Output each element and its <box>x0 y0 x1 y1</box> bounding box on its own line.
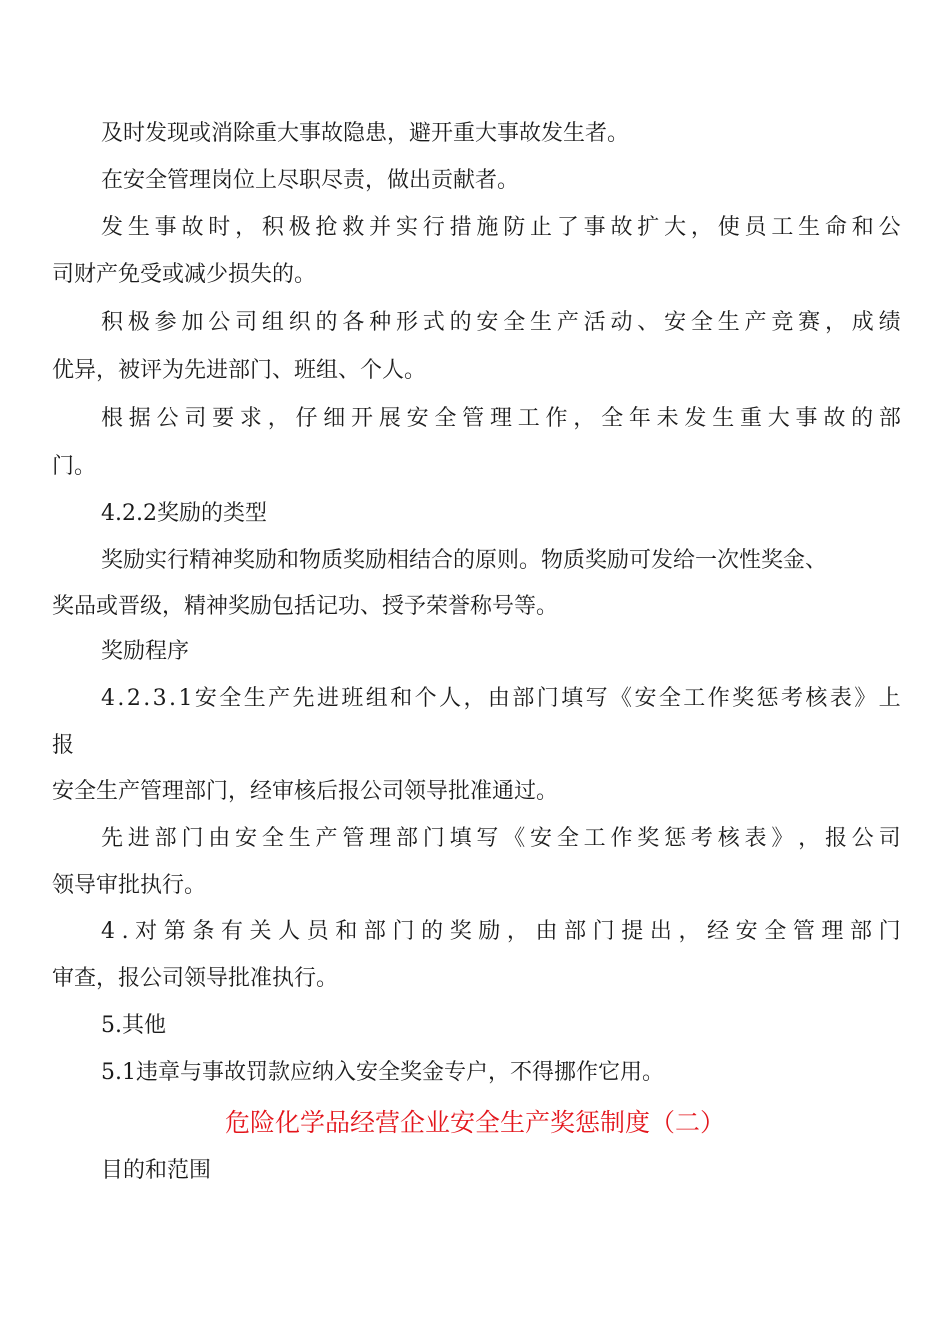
paragraph-line: 安全生产管理部门，经审核后报公司领导批准通过。 <box>52 779 559 804</box>
paragraph-line: 5.1违章与事故罚款应纳入安全奖金专户，不得挪作它用。 <box>101 1060 664 1085</box>
section-subtitle: 目的和范围 <box>101 1158 212 1183</box>
paragraph-line: 奖品或晋级，精神奖励包括记功、授予荣誉称号等。 <box>52 594 559 619</box>
paragraph-line: 先 进 部 门 由 安 全 生 产 管 理 部 门 填 写 《 安 全 工 作 奖 惩 考 核 表 》 ， 报 公 司 <box>101 826 901 851</box>
paragraph-line: 报 <box>52 733 75 758</box>
paragraph-line: 审查，报公司领导批准执行。 <box>52 966 339 991</box>
paragraph-line: 优异，被评为先进部门、班组、个人。 <box>52 358 427 383</box>
paragraph-line: 4 . 对 第 条 有 关 人 员 和 部 门 的 奖 励 ， 由 部 门 提 出 ， 经 安 全 管 理 部 门 <box>101 919 901 944</box>
section-heading: 5.其他 <box>101 1013 166 1038</box>
paragraph-line: 司财产免受或减少损失的。 <box>52 262 317 287</box>
paragraph-line: 根 据 公 司 要 求 ， 仔 细 开 展 安 全 管 理 工 作 ， 全 年 未 发 生 重 大 事 故 的 部 <box>101 406 901 431</box>
paragraph-line: 4 . 2 . 3 . 1 安 全 生 产 先 进 班 组 和 个 人 ， 由 部 门 填 写 《 安 全 工 作 奖 惩 考 核 表 》 上 <box>101 686 901 711</box>
section-heading: 4.2.2奖励的类型 <box>101 501 267 526</box>
section-heading: 奖励程序 <box>101 639 190 664</box>
section-title: 危险化学品经营企业安全生产奖惩制度（二） <box>224 1108 725 1137</box>
paragraph-line: 门。 <box>52 454 97 479</box>
paragraph-line: 发 生 事 故 时 ， 积 极 抢 救 并 实 行 措 施 防 止 了 事 故 扩 大 ， 使 员 工 生 命 和 公 <box>101 215 901 240</box>
paragraph-line: 奖励实行精神奖励和物质奖励相结合的原则。物质奖励可发给一次性奖金、 <box>101 548 828 573</box>
paragraph-line: 领导审批执行。 <box>52 873 207 898</box>
paragraph-line: 积 极 参 加 公 司 组 织 的 各 种 形 式 的 安 全 生 产 活 动 、 安 全 生 产 竞 赛 ， 成 绩 <box>101 310 901 335</box>
paragraph-line: 及时发现或消除重大事故隐患，避开重大事故发生者。 <box>101 121 630 146</box>
paragraph-line: 在安全管理岗位上尽职尽责，做出贡献者。 <box>101 168 520 193</box>
